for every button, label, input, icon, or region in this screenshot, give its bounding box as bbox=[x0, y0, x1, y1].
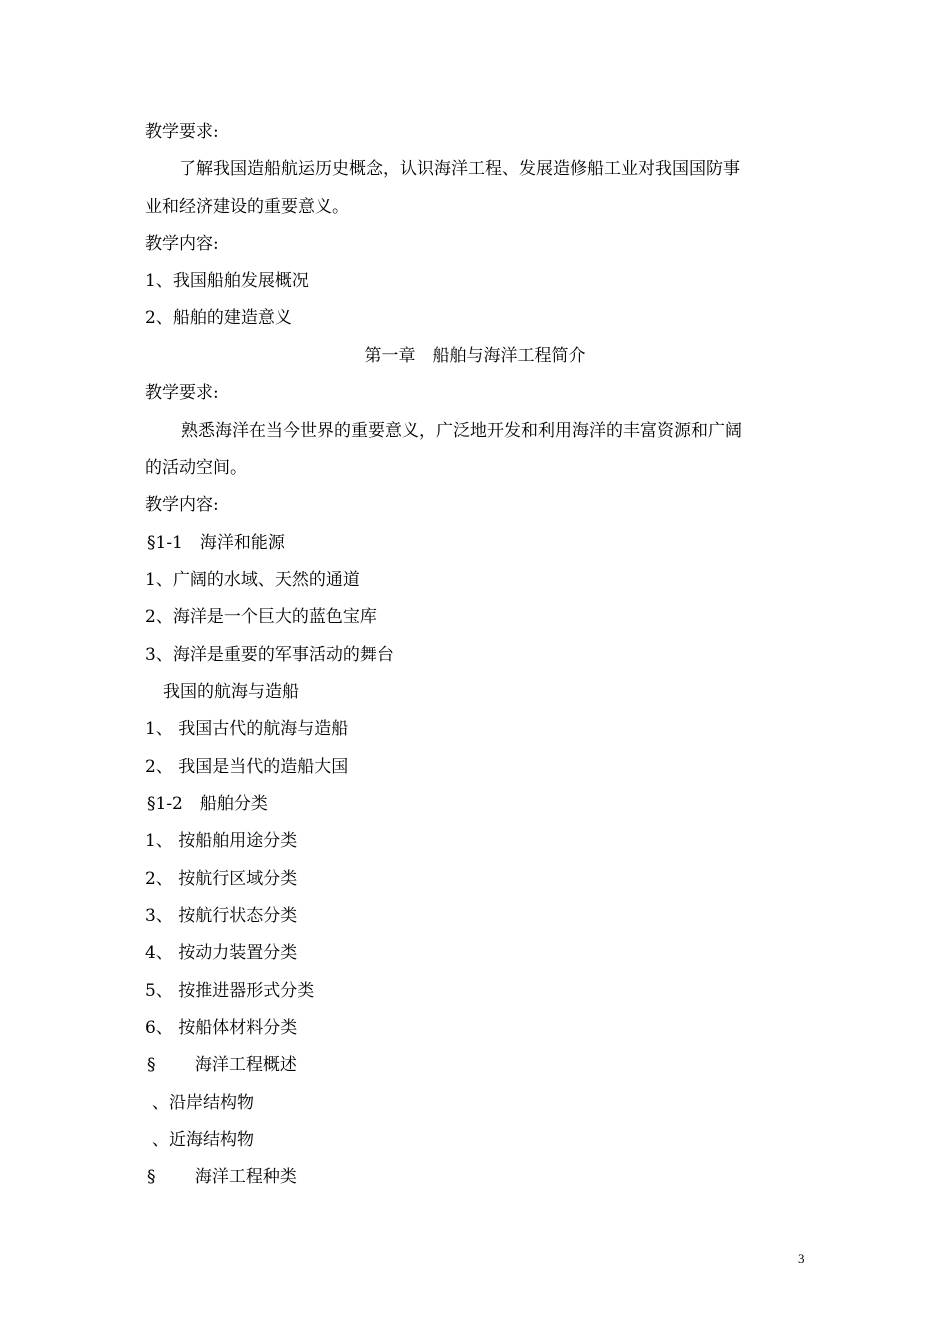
section-heading-types: § 海洋工程种类 bbox=[147, 1167, 297, 1187]
list-item: 1、我国船舶发展概况 bbox=[145, 271, 309, 291]
section-heading-1-2: §1-2 船舶分类 bbox=[147, 794, 268, 814]
intro-content-heading: 教学内容: bbox=[145, 234, 219, 254]
section-heading-overview: § 海洋工程概述 bbox=[147, 1055, 297, 1075]
list-item: 、沿岸结构物 bbox=[152, 1093, 254, 1113]
list-item: 1、 我国古代的航海与造船 bbox=[145, 719, 349, 739]
subheading-navigation: 我国的航海与造船 bbox=[163, 682, 299, 702]
list-item: 3、 按航行状态分类 bbox=[145, 906, 298, 926]
chapter-content-heading: 教学内容: bbox=[145, 495, 219, 515]
list-item: 2、 我国是当代的造船大国 bbox=[145, 757, 349, 777]
list-item: 、近海结构物 bbox=[152, 1130, 254, 1150]
intro-requirements-text-line-2: 业和经济建设的重要意义。 bbox=[145, 197, 349, 217]
list-item: 6、 按船体材料分类 bbox=[145, 1018, 298, 1038]
chapter-requirements-heading: 教学要求: bbox=[145, 383, 219, 403]
list-item: 1、 按船舶用途分类 bbox=[145, 831, 298, 851]
chapter-requirements-text-line-2: 的活动空间。 bbox=[145, 458, 247, 478]
list-item: 1、广阔的水域、天然的通道 bbox=[145, 570, 360, 590]
list-item: 2、船舶的建造意义 bbox=[145, 308, 292, 328]
list-item: 3、海洋是重要的军事活动的舞台 bbox=[145, 645, 394, 665]
list-item: 2、 按航行区域分类 bbox=[145, 869, 298, 889]
chapter-title: 第一章 船舶与海洋工程简介 bbox=[364, 346, 586, 366]
list-item: 5、 按推进器形式分类 bbox=[145, 981, 315, 1001]
section-heading-1-1: §1-1 海洋和能源 bbox=[147, 533, 285, 553]
list-item: 4、 按动力装置分类 bbox=[145, 943, 298, 963]
list-item: 2、海洋是一个巨大的蓝色宝库 bbox=[145, 607, 377, 627]
intro-requirements-heading: 教学要求: bbox=[145, 122, 219, 142]
chapter-requirements-text-line-1: 熟悉海洋在当今世界的重要意义，广泛地开发和利用海洋的丰富资源和广阔 bbox=[181, 421, 742, 441]
page-number: 3 bbox=[798, 1251, 805, 1266]
intro-requirements-text-line-1: 了解我国造船航运历史概念，认识海洋工程、发展造修船工业对我国国防事 bbox=[179, 159, 740, 179]
